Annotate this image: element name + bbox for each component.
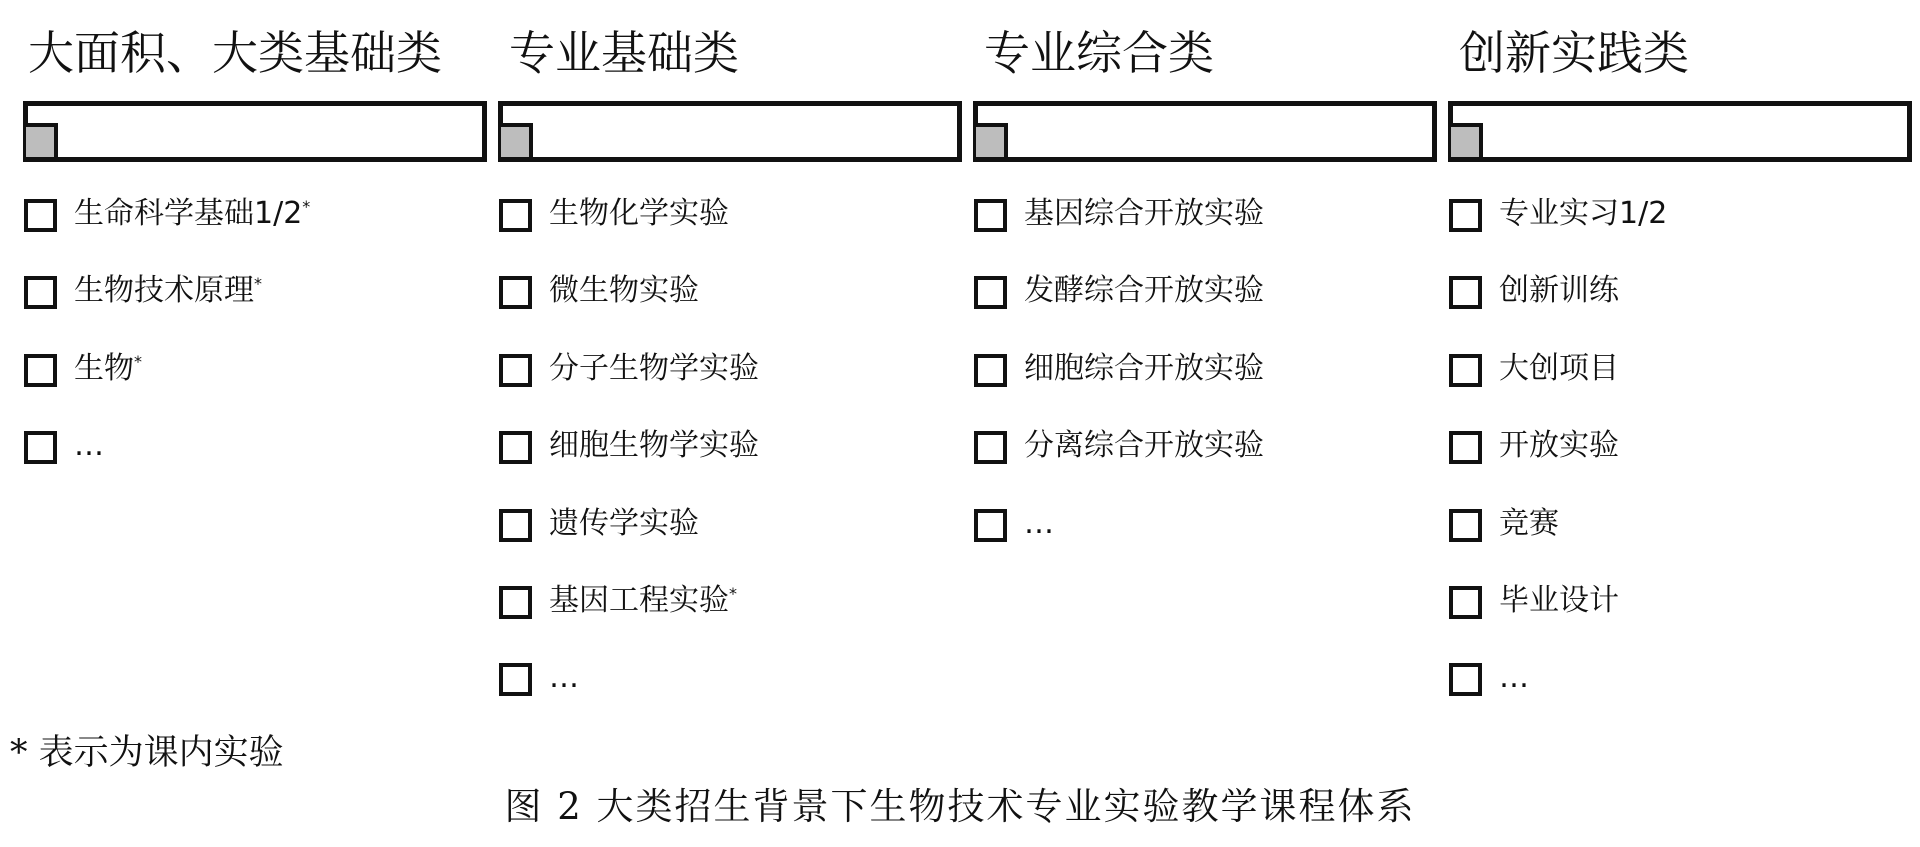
figure-caption: 图 2 大类招生背景下生物技术专业实验教学课程体系	[504, 785, 1416, 828]
item-label: 遗传学实验	[549, 505, 699, 541]
list-item[interactable]	[974, 190, 1264, 267]
checkbox[interactable]	[1449, 663, 1482, 696]
item-label: 微生物实验	[549, 273, 699, 309]
column-title: 专业综合类	[984, 26, 1214, 80]
progress-bar	[1448, 101, 1912, 162]
item-label: 分子生物学实验	[549, 350, 759, 386]
item-label: …	[74, 428, 104, 464]
list-item[interactable]	[1449, 345, 1667, 422]
course-list	[499, 190, 759, 732]
checkbox[interactable]	[974, 509, 1007, 542]
progress-bar-fill	[501, 123, 533, 157]
item-label: …	[1499, 660, 1529, 696]
item-label: 分离综合开放实验	[1024, 428, 1264, 464]
list-item[interactable]	[499, 267, 759, 344]
checkbox[interactable]	[499, 199, 532, 232]
list-item[interactable]	[24, 345, 310, 422]
list-item[interactable]	[974, 267, 1264, 344]
checkbox[interactable]	[499, 276, 532, 309]
list-item[interactable]	[24, 267, 310, 344]
checkbox[interactable]	[1449, 431, 1482, 464]
checkbox[interactable]	[499, 509, 532, 542]
checkbox[interactable]	[499, 431, 532, 464]
item-label: 生物技术原理*	[74, 273, 262, 309]
list-item[interactable]	[1449, 190, 1667, 267]
progress-bar-fill	[1451, 123, 1483, 157]
checkbox[interactable]	[974, 199, 1007, 232]
column-title: 创新实践类	[1459, 26, 1689, 80]
list-item[interactable]	[499, 345, 759, 422]
item-label: 发酵综合开放实验	[1024, 273, 1264, 309]
item-label: 生物*	[74, 350, 142, 386]
item-label: …	[1024, 505, 1054, 541]
checkbox[interactable]	[974, 431, 1007, 464]
column-title: 大面积、大类基础类	[28, 26, 442, 80]
checkbox[interactable]	[1449, 276, 1482, 309]
list-item[interactable]	[1449, 267, 1667, 344]
list-item[interactable]	[1449, 500, 1667, 577]
list-item[interactable]	[1449, 422, 1667, 499]
progress-bar	[23, 101, 487, 162]
item-label: 细胞综合开放实验	[1024, 350, 1264, 386]
item-label: 生命科学基础1/2*	[74, 196, 311, 231]
list-item[interactable]	[499, 190, 759, 267]
progress-bar	[498, 101, 962, 162]
progress-bar-fill	[26, 123, 58, 157]
list-item[interactable]	[499, 577, 759, 654]
progress-bar-fill	[976, 123, 1008, 157]
checkbox[interactable]	[1449, 586, 1482, 619]
checkbox[interactable]	[499, 354, 532, 387]
course-list	[1449, 190, 1667, 732]
item-label: 创新训练	[1499, 273, 1619, 309]
checkbox[interactable]	[24, 354, 57, 387]
item-label: 基因综合开放实验	[1024, 196, 1264, 231]
checkbox[interactable]	[1449, 509, 1482, 542]
list-item[interactable]	[974, 345, 1264, 422]
checkbox[interactable]	[499, 663, 532, 696]
item-label: 基因工程实验*	[549, 582, 737, 618]
item-label: 专业实习1/2	[1499, 196, 1668, 231]
checkbox[interactable]	[1449, 354, 1482, 387]
checkbox[interactable]	[1449, 199, 1482, 232]
course-list	[24, 190, 310, 500]
item-label: 细胞生物学实验	[549, 428, 759, 464]
list-item[interactable]	[499, 500, 759, 577]
list-item[interactable]	[1449, 654, 1667, 731]
footnote: * 表示为课内实验	[10, 733, 284, 773]
progress-bar	[973, 101, 1437, 162]
item-label: 生物化学实验	[549, 196, 729, 231]
item-label: 毕业设计	[1499, 582, 1619, 618]
column-title: 专业基础类	[509, 26, 739, 80]
list-item[interactable]	[24, 422, 310, 499]
checkbox[interactable]	[499, 586, 532, 619]
checkbox[interactable]	[24, 276, 57, 309]
item-label: 竞赛	[1499, 505, 1559, 541]
checkbox[interactable]	[974, 276, 1007, 309]
checkbox[interactable]	[974, 354, 1007, 387]
item-label: 开放实验	[1499, 428, 1619, 464]
list-item[interactable]	[499, 654, 759, 731]
list-item[interactable]	[974, 500, 1264, 577]
checkbox[interactable]	[24, 431, 57, 464]
list-item[interactable]	[974, 422, 1264, 499]
list-item[interactable]	[1449, 577, 1667, 654]
item-label: 大创项目	[1499, 350, 1619, 386]
list-item[interactable]	[499, 422, 759, 499]
checkbox[interactable]	[24, 199, 57, 232]
item-label: …	[549, 660, 579, 696]
list-item[interactable]	[24, 190, 310, 267]
course-list	[974, 190, 1264, 577]
